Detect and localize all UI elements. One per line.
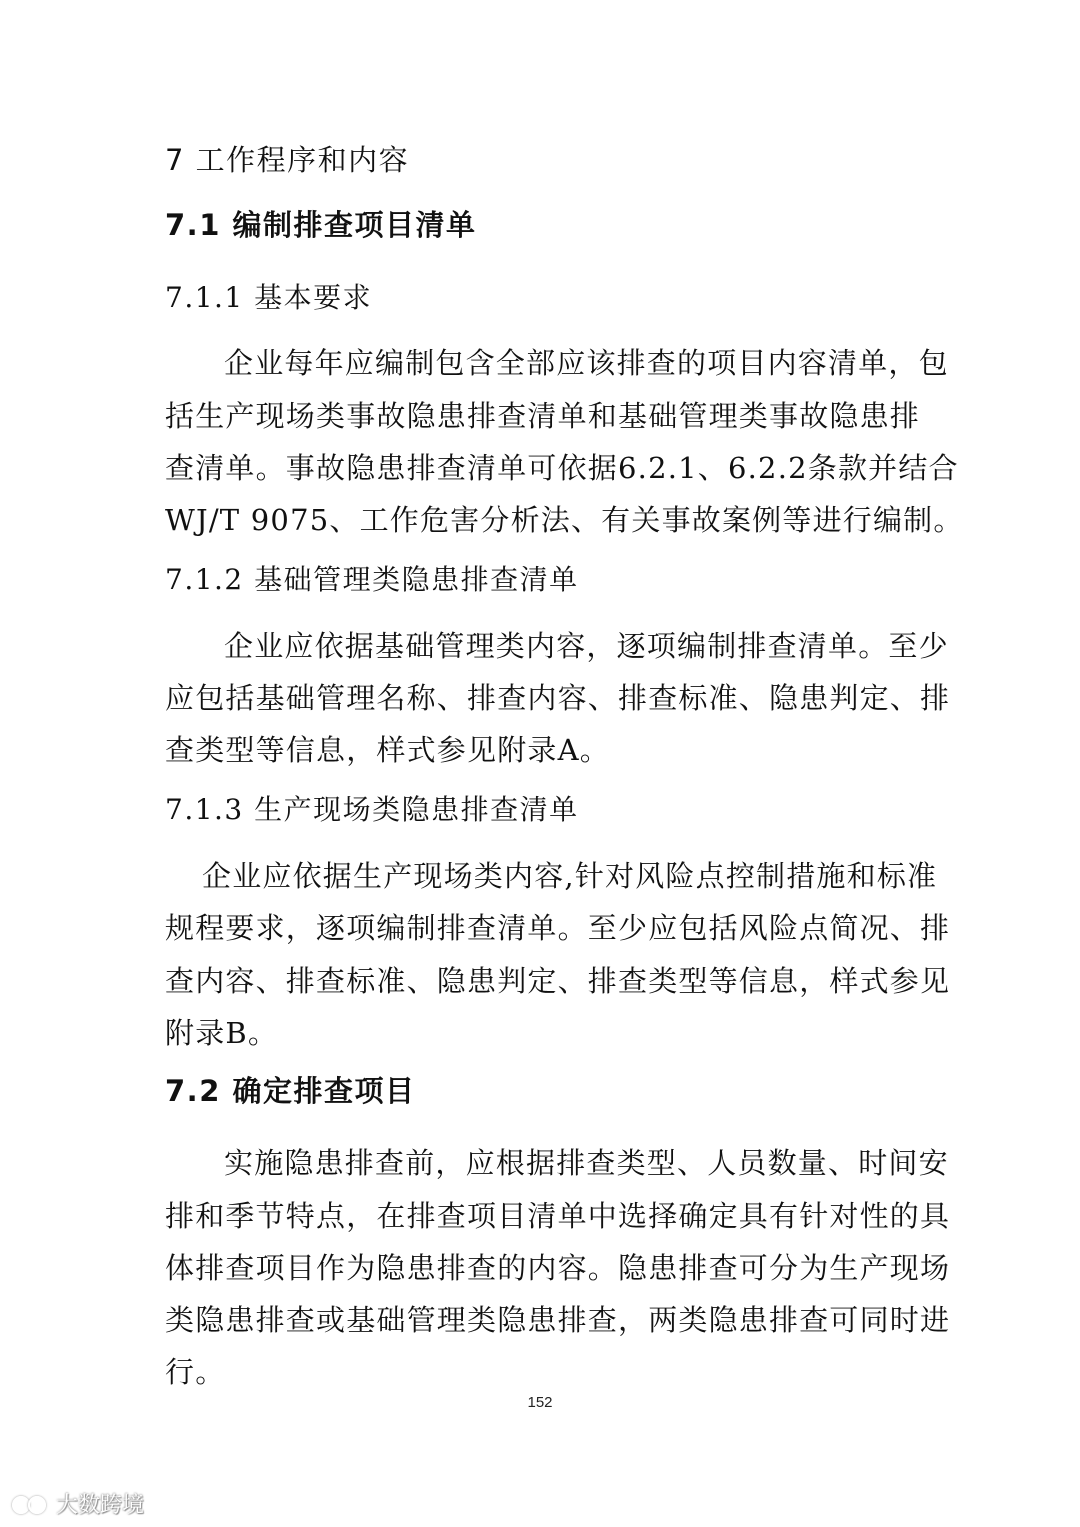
page-number: 152: [527, 1394, 553, 1411]
paragraph-line: 体排查项目作为隐患排查的内容。隐患排查可分为生产现场: [165, 1251, 951, 1285]
paragraph-line: 规程要求，逐项编制排查清单。至少应包括风险点简况、排: [165, 911, 951, 945]
subsection-heading-7-1-2: 7.1.2 基础管理类隐患排查清单: [165, 563, 579, 596]
watermark-text: 大数跨境: [56, 1493, 145, 1518]
paragraph-line: 排和季节特点，在排查项目清单中选择确定具有针对性的具: [165, 1199, 951, 1233]
paragraph-line: 应包括基础管理名称、排查内容、排查标准、隐患判定、排: [165, 681, 951, 715]
paragraph-line: WJ/T 9075、工作危害分析法、有关事故案例等进行编制。: [165, 503, 964, 537]
paragraph-line: 企业应依据基础管理类内容，逐项编制排查清单。至少: [224, 629, 949, 663]
section-heading-7: 7 工作程序和内容: [165, 143, 410, 177]
paragraph-line: 实施隐患排查前，应根据排查类型、人员数量、时间安: [224, 1146, 949, 1180]
paragraph-line: 括生产现场类事故隐患排查清单和基础管理类事故隐患排: [165, 399, 921, 433]
subsection-heading-7-1-3: 7.1.3 生产现场类隐患排查清单: [165, 793, 579, 826]
paragraph-line: 查清单。事故隐患排查清单可依据6.2.1、6.2.2条款并结合: [165, 451, 959, 485]
paragraph-line: 查内容、排查标准、隐患判定、排查类型等信息，样式参见: [165, 964, 951, 998]
paragraph-line: 企业应依据生产现场类内容,针对风险点控制措施和标准: [202, 859, 938, 893]
paragraph-line: 行。: [165, 1355, 226, 1389]
section-heading-7-1: 7.1 编制排查项目清单: [165, 208, 477, 242]
section-heading-7-2: 7.2 确定排查项目: [165, 1074, 416, 1108]
paragraph-line: 查类型等信息，样式参见附录A。: [165, 733, 610, 767]
subsection-heading-7-1-1: 7.1.1 基本要求: [165, 281, 373, 314]
infinity-logo-icon: [10, 1493, 50, 1515]
paragraph-line: 附录B。: [165, 1016, 279, 1050]
paragraph-line: 企业每年应编制包含全部应该排查的项目内容清单，包: [224, 346, 949, 380]
watermark: [10, 1488, 144, 1519]
paragraph-line: 类隐患排查或基础管理类隐患排查，两类隐患排查可同时进: [165, 1303, 951, 1337]
